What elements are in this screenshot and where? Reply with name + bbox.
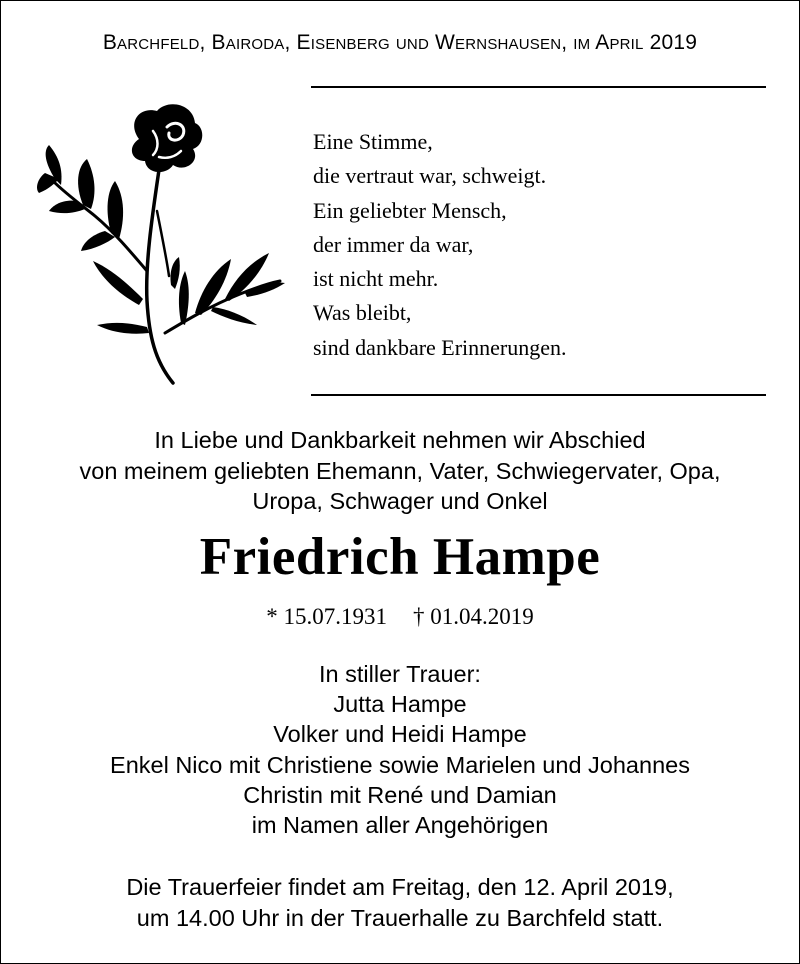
poem-line: die vertraut war, schweigt. <box>313 163 547 189</box>
poem-line: Was bleibt, <box>313 300 412 326</box>
poem-line: der immer da war, <box>313 231 474 257</box>
poem-line: ist nicht mehr. <box>313 266 439 292</box>
intro-line: In Liebe und Dankbarkeit nehmen wir Abschied <box>154 427 646 453</box>
poem <box>313 125 567 365</box>
poem-line: Eine Stimme, <box>313 129 433 154</box>
mourner-line: Volker und Heidi Hampe <box>273 721 527 748</box>
birth-date: * 15.07.1931 <box>266 604 387 629</box>
death-date: † 01.04.2019 <box>413 604 534 629</box>
funeral-info <box>1 872 799 933</box>
intro-line: Uropa, Schwager und Onkel <box>252 488 548 514</box>
poem-line: sind dankbare Erinnerungen. <box>313 334 567 360</box>
mourner-line: Christin mit René und Damian <box>243 781 557 808</box>
funeral-line: um 14.00 Uhr in der Trauerhalle zu Barchfeld statt. <box>136 904 664 931</box>
life-dates <box>1 604 799 630</box>
mourners-list <box>1 659 799 840</box>
rose-flower-icon <box>35 101 285 386</box>
divider-top <box>311 86 766 88</box>
mourner-line: im Namen aller Angehörigen <box>251 812 549 839</box>
header-location-date: Barchfeld, Bairoda, Eisenberg und Wernshausen, im April 2019 <box>102 31 698 54</box>
poem-line: Ein geliebter Mensch, <box>313 197 507 223</box>
funeral-line: Die Trauerfeier findet am Freitag, den 12. April 2019, <box>126 874 674 900</box>
mourners-heading: In stiller Trauer: <box>319 661 481 687</box>
mourner-line: Enkel Nico mit Christiene sowie Marielen und Johannes <box>110 751 690 778</box>
deceased-name: Friedrich Hampe <box>199 528 601 586</box>
farewell-intro <box>1 425 799 517</box>
divider-bottom <box>311 394 766 396</box>
mourner-line: Jutta Hampe <box>333 691 467 718</box>
intro-line: von meinem geliebten Ehemann, Vater, Schwiegervater, Opa, <box>79 457 721 484</box>
